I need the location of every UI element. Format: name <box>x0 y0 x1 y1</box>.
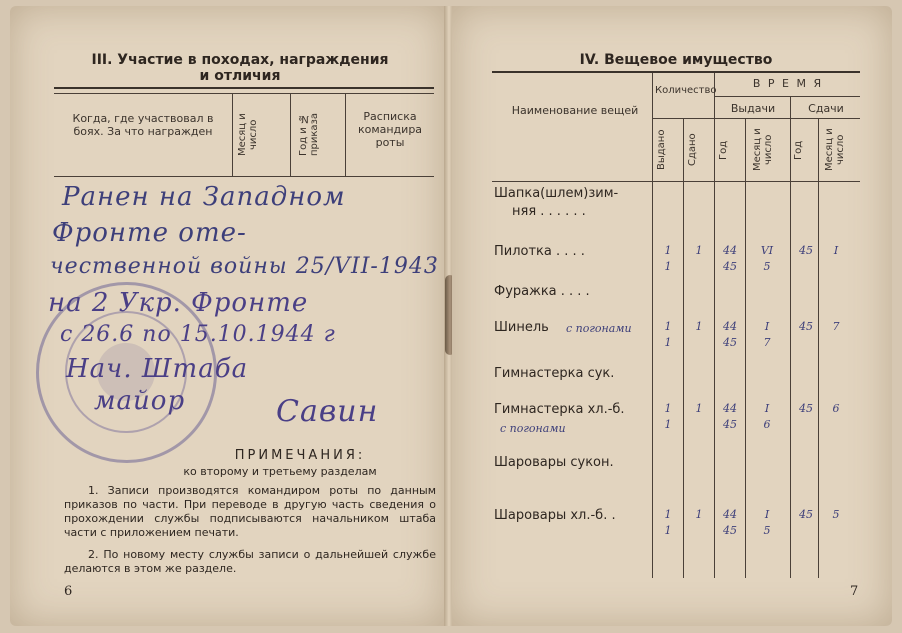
inventory-cell: 45 <box>723 260 737 273</box>
inventory-cell: 1 <box>664 244 672 257</box>
column-divider <box>232 93 233 177</box>
page-number-left: 6 <box>64 584 73 599</box>
inventory-cell: 1 <box>664 336 672 349</box>
header-time: В Р Е М Я <box>752 77 824 90</box>
signature: Савин <box>276 394 379 429</box>
section-title-3-line2: и отличия <box>199 68 281 84</box>
inventory-cell: 44 <box>723 244 737 257</box>
header-commander-signature: Расписка командира роты <box>357 110 423 149</box>
header-return-month-day: Месяц и число <box>824 128 846 172</box>
inventory-cell: 1 <box>664 524 672 537</box>
column-divider <box>745 118 746 578</box>
notes-subtitle: ко второму и третьему разделам <box>183 465 377 478</box>
inventory-cell: 45 <box>799 320 813 333</box>
inventory-cell: I <box>764 320 770 333</box>
inventory-cell: 1 <box>695 402 703 415</box>
inventory-item-name: Шинель <box>494 320 549 335</box>
inventory-cell: 1 <box>695 508 703 521</box>
rule <box>492 71 860 73</box>
column-divider <box>683 118 684 578</box>
column-divider <box>652 73 653 578</box>
header-issue-month-day: Месяц и число <box>752 128 774 172</box>
column-divider <box>714 73 715 578</box>
inventory-item-name: Шаровары хл.-б. . <box>494 508 616 523</box>
header-month-day: Месяц и число <box>237 113 259 157</box>
inventory-cell: 7 <box>832 320 840 333</box>
rule <box>54 93 434 94</box>
inventory-cell: 5 <box>763 524 771 537</box>
inventory-cell: 5 <box>763 260 771 273</box>
header-issue-year: Год <box>718 140 729 160</box>
inventory-cell: 1 <box>664 508 672 521</box>
rule <box>652 118 714 119</box>
inventory-cell: 7 <box>763 336 771 349</box>
handwritten-note: с погонами <box>500 422 566 435</box>
inventory-cell: VI <box>760 244 774 257</box>
inventory-item-name: Пилотка . . . . <box>494 244 585 259</box>
rule <box>714 118 860 119</box>
inventory-cell: I <box>833 244 839 257</box>
handwritten-line: Фронте оте- <box>52 218 247 248</box>
inventory-cell: I <box>764 508 770 521</box>
inventory-cell: 44 <box>723 320 737 333</box>
rule <box>714 96 860 97</box>
inventory-cell: 45 <box>723 524 737 537</box>
inventory-cell: 1 <box>695 320 703 333</box>
inventory-cell: 6 <box>763 418 771 431</box>
notes-item-1: 1. Записи производятся командиром роты по данным приказов по части. При переводе в другую часть сведения о прохождении службы подписываются начальником штаба части с приложением печати. <box>64 484 436 539</box>
handwritten-line: на 2 Укр. Фронте <box>48 288 309 318</box>
inventory-item-name: Гимнастерка хл.-б. <box>494 402 625 417</box>
handwritten-note: с погонами <box>566 322 632 335</box>
inventory-cell: 1 <box>695 244 703 257</box>
handwritten-line: Нач. Штаба <box>66 354 249 384</box>
inventory-cell: 44 <box>723 402 737 415</box>
inventory-item-name: Фуражка . . . . <box>494 284 590 299</box>
header-returned: Сдано <box>687 133 698 167</box>
inventory-cell: 45 <box>799 244 813 257</box>
section-title-3: III. Участие в походах, награждения <box>91 52 389 68</box>
inventory-item-name: Шаровары сукон. <box>494 455 614 470</box>
inventory-cell: 5 <box>832 508 840 521</box>
inventory-cell: I <box>764 402 770 415</box>
header-item-name: Наименование вещей <box>511 104 639 117</box>
header-issued: Выдано <box>656 129 667 171</box>
handwritten-line: с 26.6 по 15.10.1944 г <box>60 322 336 347</box>
inventory-cell: 1 <box>664 260 672 273</box>
handwritten-line: чественной войны 25/VII-1943 <box>50 254 439 279</box>
header-quantity: Количество <box>655 85 717 96</box>
inventory-cell: 45 <box>799 402 813 415</box>
page-number-right: 7 <box>850 584 859 599</box>
header-year-order: Год и № приказа <box>298 113 320 157</box>
inventory-cell: 1 <box>664 320 672 333</box>
inventory-cell: 6 <box>832 402 840 415</box>
header-when-where: Когда, где участвовал в боях. За что награжден <box>72 112 214 138</box>
inventory-cell: 1 <box>664 402 672 415</box>
notes-title: ПРИМЕЧАНИЯ: <box>234 448 366 463</box>
column-divider <box>345 93 346 177</box>
header-issue: Выдачи <box>730 102 776 115</box>
section-title-4: IV. Вещевое имущество <box>579 52 773 68</box>
inventory-item-name: Гимнастерка сук. <box>494 366 615 381</box>
handwritten-line: Ранен на Западном <box>62 182 346 212</box>
inventory-cell: 45 <box>723 418 737 431</box>
rule <box>492 181 860 182</box>
inventory-item-name: Шапка(шлем)зим- <box>494 186 619 201</box>
rule <box>54 87 434 89</box>
header-return: Сдачи <box>808 102 844 115</box>
notes-item-2: 2. По новому месту службы записи о дальнейшей службе делаются в этом же разделе. <box>64 548 436 575</box>
column-divider <box>790 96 791 578</box>
handwritten-line: майор <box>94 386 186 416</box>
inventory-cell: 45 <box>799 508 813 521</box>
inventory-cell: 45 <box>723 336 737 349</box>
column-divider <box>290 93 291 177</box>
rule <box>54 176 434 177</box>
inventory-cell: 1 <box>664 418 672 431</box>
inventory-cell: 44 <box>723 508 737 521</box>
inventory-item-name-cont: няя . . . . . . <box>512 204 586 219</box>
header-return-year: Год <box>793 140 804 160</box>
